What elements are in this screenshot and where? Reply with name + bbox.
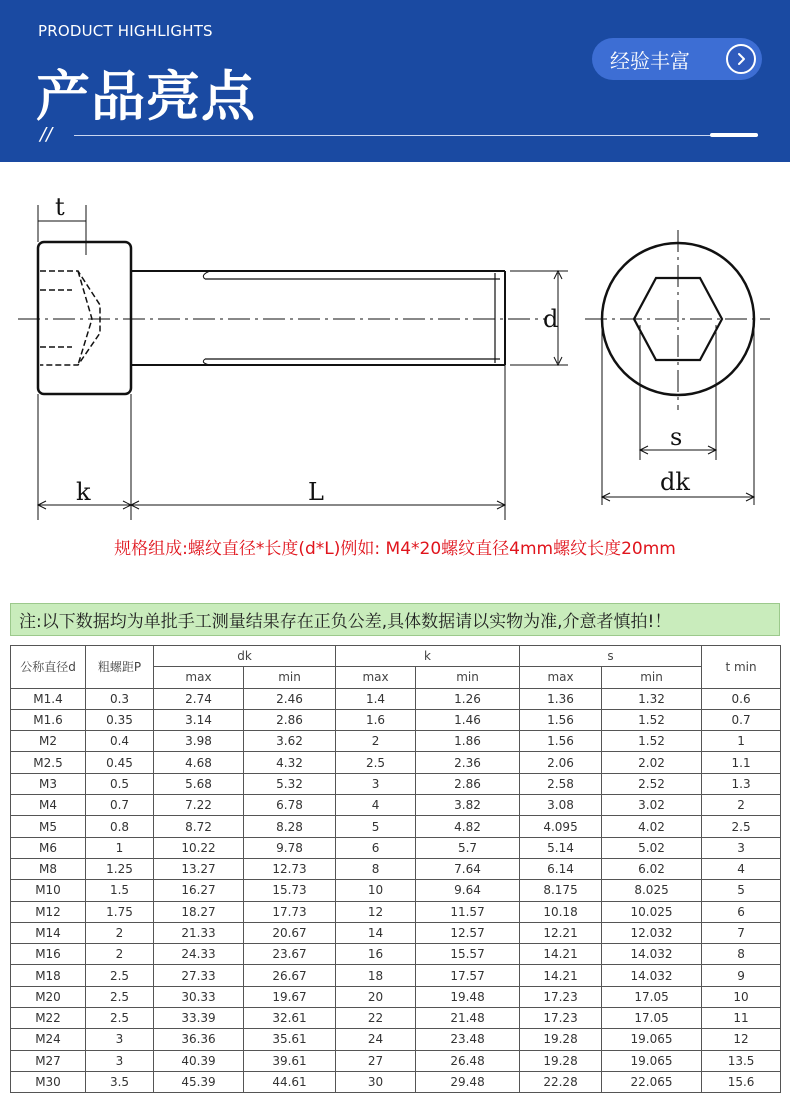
table-cell: 2.46 [244,688,336,709]
table-cell: 10 [336,880,416,901]
table-cell: 6.14 [520,858,602,879]
table-cell: 2.5 [86,965,154,986]
banner-slashes: // [40,124,53,145]
table-cell: 10.22 [154,837,244,858]
table-cell: 8.025 [602,880,702,901]
table-cell: 13.5 [702,1050,781,1071]
table-cell: 4 [336,795,416,816]
table-row [11,752,781,773]
table-cell: 29.48 [416,1071,520,1092]
header-pitch: 粗螺距P [86,646,154,689]
table-row [11,1071,781,1092]
table-row [11,709,781,730]
header-dk: dk [154,646,336,667]
table-cell: 32.61 [244,1008,336,1029]
banner-divider-accent [710,133,758,137]
table-cell: 9 [702,965,781,986]
table-row [11,858,781,879]
spec-table-body [11,688,781,1093]
header-banner [0,0,790,162]
table-cell: 27 [336,1050,416,1071]
label-t: t [55,193,65,221]
table-cell: 4 [702,858,781,879]
table-cell: 6 [336,837,416,858]
table-cell: 2 [86,944,154,965]
table-cell: 0.7 [86,795,154,816]
table-cell: 1.26 [416,688,520,709]
table-cell: 24 [336,1029,416,1050]
table-cell: 1.32 [602,688,702,709]
table-cell: 26.67 [244,965,336,986]
table-cell: 4.095 [520,816,602,837]
table-cell: 6 [702,901,781,922]
table-cell: 3 [86,1050,154,1071]
table-cell: 3.5 [86,1071,154,1092]
table-cell: 30 [336,1071,416,1092]
table-cell: 12.57 [416,922,520,943]
table-cell: 11.57 [416,901,520,922]
table-cell: M12 [11,901,86,922]
table-cell: 11 [702,1008,781,1029]
header-nominal-diameter: 公称直径d [11,646,86,689]
table-row [11,1029,781,1050]
table-cell: 36.36 [154,1029,244,1050]
table-row [11,944,781,965]
table-cell: 1.4 [336,688,416,709]
table-row [11,1008,781,1029]
table-cell: 24.33 [154,944,244,965]
table-cell: 2.86 [244,709,336,730]
table-cell: 1.56 [520,731,602,752]
table-cell: M2.5 [11,752,86,773]
table-cell: 17.57 [416,965,520,986]
table-cell: M5 [11,816,86,837]
table-cell: M22 [11,1008,86,1029]
table-cell: 12.21 [520,922,602,943]
table-cell: 21.33 [154,922,244,943]
table-cell: 3.08 [520,795,602,816]
table-cell: 2.5 [86,1008,154,1029]
table-cell: 23.67 [244,944,336,965]
table-row [11,816,781,837]
table-cell: 2 [86,922,154,943]
table-cell: 14 [336,922,416,943]
table-cell: 0.45 [86,752,154,773]
table-cell: 7 [702,922,781,943]
table-cell: 44.61 [244,1071,336,1092]
table-cell: 12.73 [244,858,336,879]
table-row [11,901,781,922]
label-s: s [670,423,683,451]
table-cell: 1.3 [702,773,781,794]
table-cell: 0.35 [86,709,154,730]
table-cell: 1.46 [416,709,520,730]
table-cell: 2.36 [416,752,520,773]
table-cell: 3.02 [602,795,702,816]
table-cell: 2.5 [86,986,154,1007]
table-cell: 1.52 [602,709,702,730]
table-cell: M1.4 [11,688,86,709]
table-cell: M1.6 [11,709,86,730]
table-cell: 19.065 [602,1029,702,1050]
header-k-max: max [336,667,416,688]
table-cell: 2.02 [602,752,702,773]
table-cell: 19.28 [520,1029,602,1050]
table-cell: 3 [86,1029,154,1050]
table-row [11,986,781,1007]
table-cell: 3.14 [154,709,244,730]
table-row [11,795,781,816]
table-cell: 3.98 [154,731,244,752]
table-cell: 5.7 [416,837,520,858]
table-cell: 4.68 [154,752,244,773]
table-cell: 15.57 [416,944,520,965]
table-cell: 8.28 [244,816,336,837]
table-cell: 12 [702,1029,781,1050]
table-cell: 15.6 [702,1071,781,1092]
table-cell: 20.67 [244,922,336,943]
table-cell: 14.21 [520,965,602,986]
label-k: k [76,478,91,506]
table-cell: 2.5 [336,752,416,773]
table-cell: M27 [11,1050,86,1071]
table-cell: 4.82 [416,816,520,837]
table-cell: 19.48 [416,986,520,1007]
table-cell: 5.32 [244,773,336,794]
table-cell: 5.14 [520,837,602,858]
label-dk: dk [660,468,690,496]
banner-title: 产品亮点 [36,65,256,128]
table-cell: 8 [336,858,416,879]
table-cell: 6.02 [602,858,702,879]
table-cell: 1 [86,837,154,858]
spec-table [10,645,781,1093]
header-k: k [336,646,520,667]
table-cell: M16 [11,944,86,965]
table-cell: 17.73 [244,901,336,922]
table-cell: M20 [11,986,86,1007]
table-cell: M6 [11,837,86,858]
table-cell: 2 [336,731,416,752]
table-cell: 1.5 [86,880,154,901]
table-cell: M8 [11,858,86,879]
table-cell: M30 [11,1071,86,1092]
banner-subtitle: PRODUCT HIGHLIGHTS [38,22,213,40]
header-dk-min: min [244,667,336,688]
table-row [11,773,781,794]
table-cell: 15.73 [244,880,336,901]
table-cell: 19.28 [520,1050,602,1071]
table-cell: 2.52 [602,773,702,794]
table-cell: 8 [702,944,781,965]
table-cell: 2 [702,795,781,816]
table-cell: 2.06 [520,752,602,773]
banner-divider [74,135,758,136]
table-cell: 5 [336,816,416,837]
table-cell: 14.032 [602,965,702,986]
table-row [11,880,781,901]
table-cell: 27.33 [154,965,244,986]
table-cell: 5 [702,880,781,901]
table-cell: 17.23 [520,986,602,1007]
table-cell: 5.68 [154,773,244,794]
measurement-notice: 注:以下数据均为单批手工测量结果存在正负公差,具体数据请以实物为准,介意者慎拍!！ [10,603,780,636]
table-cell: 9.78 [244,837,336,858]
table-cell: 14.21 [520,944,602,965]
table-cell: M24 [11,1029,86,1050]
table-cell: M3 [11,773,86,794]
table-cell: 22.065 [602,1071,702,1092]
table-cell: 0.4 [86,731,154,752]
table-cell: 0.5 [86,773,154,794]
table-cell: 16.27 [154,880,244,901]
table-cell: 19.065 [602,1050,702,1071]
table-cell: 1.25 [86,858,154,879]
header-s-min: min [602,667,702,688]
table-cell: 21.48 [416,1008,520,1029]
table-row [11,965,781,986]
table-cell: 4.32 [244,752,336,773]
table-cell: 1.56 [520,709,602,730]
table-cell: 10 [702,986,781,1007]
table-cell: M2 [11,731,86,752]
table-cell: 14.032 [602,944,702,965]
table-cell: 2.74 [154,688,244,709]
table-cell: 17.05 [602,986,702,1007]
table-cell: 1.86 [416,731,520,752]
chevron-right-icon [726,44,756,74]
table-cell: M4 [11,795,86,816]
table-cell: 10.18 [520,901,602,922]
table-cell: 0.8 [86,816,154,837]
table-cell: 20 [336,986,416,1007]
table-cell: 16 [336,944,416,965]
table-cell: 0.6 [702,688,781,709]
table-cell: 2.86 [416,773,520,794]
table-cell: 12.032 [602,922,702,943]
table-cell: 7.64 [416,858,520,879]
header-tmin: t min [702,646,781,689]
table-cell: 3.82 [416,795,520,816]
table-cell: 39.61 [244,1050,336,1071]
experience-button[interactable] [592,38,762,80]
table-cell: 10.025 [602,901,702,922]
table-cell: M10 [11,880,86,901]
table-cell: 18.27 [154,901,244,922]
table-cell: M18 [11,965,86,986]
table-cell: 40.39 [154,1050,244,1071]
table-cell: 17.05 [602,1008,702,1029]
table-cell: 3 [336,773,416,794]
table-cell: 8.175 [520,880,602,901]
table-cell: 1 [702,731,781,752]
table-row [11,731,781,752]
table-cell: 19.67 [244,986,336,1007]
table-cell: 3.62 [244,731,336,752]
table-cell: 2.58 [520,773,602,794]
table-cell: M14 [11,922,86,943]
table-cell: 4.02 [602,816,702,837]
table-cell: 5.02 [602,837,702,858]
header-k-min: min [416,667,520,688]
table-cell: 45.39 [154,1071,244,1092]
table-cell: 1.52 [602,731,702,752]
label-L: L [308,478,324,506]
header-dk-max: max [154,667,244,688]
table-cell: 23.48 [416,1029,520,1050]
table-cell: 2.5 [702,816,781,837]
table-cell: 30.33 [154,986,244,1007]
table-row [11,922,781,943]
experience-button-label: 经验丰富 [610,48,690,73]
header-s-max: max [520,667,602,688]
table-cell: 33.39 [154,1008,244,1029]
table-cell: 8.72 [154,816,244,837]
table-cell: 1.1 [702,752,781,773]
table-cell: 35.61 [244,1029,336,1050]
table-cell: 22 [336,1008,416,1029]
table-cell: 3 [702,837,781,858]
table-row [11,1050,781,1071]
table-cell: 1.36 [520,688,602,709]
table-cell: 7.22 [154,795,244,816]
table-cell: 12 [336,901,416,922]
table-row [11,837,781,858]
header-s: s [520,646,702,667]
bolt-technical-drawing [0,175,790,530]
table-cell: 1.6 [336,709,416,730]
table-cell: 17.23 [520,1008,602,1029]
table-cell: 13.27 [154,858,244,879]
table-cell: 0.3 [86,688,154,709]
table-cell: 22.28 [520,1071,602,1092]
table-cell: 0.7 [702,709,781,730]
spec-description: 规格组成:螺纹直径*长度(d*L)例如: M4*20螺纹直径4mm螺纹长度20mm [114,539,676,559]
table-row [11,688,781,709]
table-cell: 1.75 [86,901,154,922]
table-cell: 26.48 [416,1050,520,1071]
label-d: d [543,305,559,333]
table-cell: 18 [336,965,416,986]
table-cell: 6.78 [244,795,336,816]
table-cell: 9.64 [416,880,520,901]
